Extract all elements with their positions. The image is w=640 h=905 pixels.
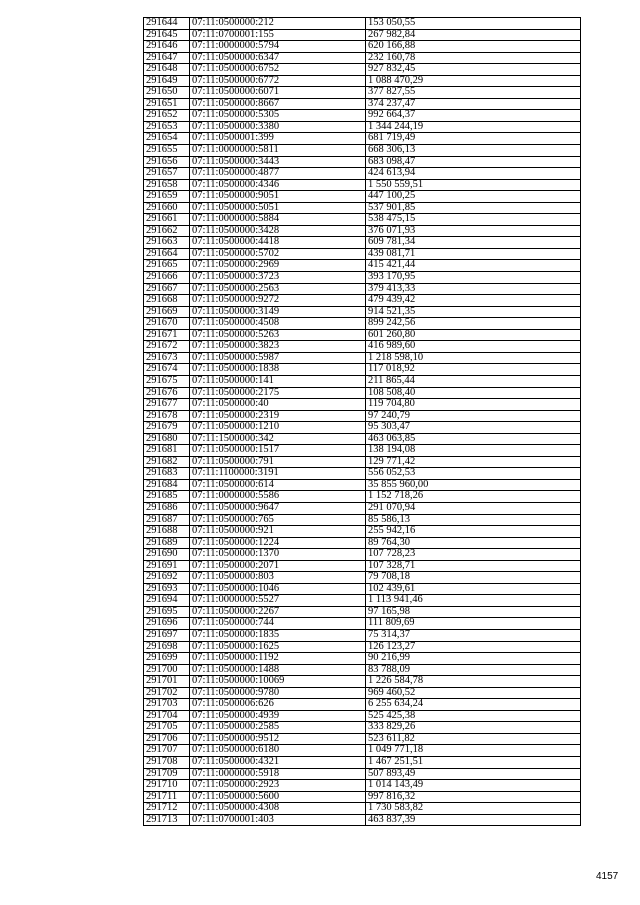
cadastral-number-cell: 07:11:0500000:5263 xyxy=(190,329,366,341)
row-number-cell: 291679 xyxy=(144,422,190,434)
table-row xyxy=(144,318,581,330)
row-number-cell: 291712 xyxy=(144,803,190,815)
table-row xyxy=(144,618,581,630)
row-number-cell: 291673 xyxy=(144,352,190,364)
cadastral-value-cell: 992 664,37 xyxy=(366,110,581,122)
cadastral-number-cell: 07:11:0500000:141 xyxy=(190,375,366,387)
cadastral-value-cell: 439 081,71 xyxy=(366,248,581,260)
cadastral-value-cell: 683 098,47 xyxy=(366,156,581,168)
cadastral-number-cell: 07:11:0000000:5794 xyxy=(190,41,366,53)
cadastral-number-cell: 07:11:0500000:2563 xyxy=(190,283,366,295)
row-number-cell: 291654 xyxy=(144,133,190,145)
cadastral-value-cell: 899 242,56 xyxy=(366,318,581,330)
cadastral-value-cell: 97 165,98 xyxy=(366,606,581,618)
cadastral-number-cell: 07:11:0500000:6752 xyxy=(190,64,366,76)
cadastral-number-cell: 07:11:0500000:2969 xyxy=(190,260,366,272)
cadastral-value-cell: 538 475,15 xyxy=(366,214,581,226)
cadastral-value-cell: 463 063,85 xyxy=(366,433,581,445)
cadastral-number-cell: 07:11:0000000:5884 xyxy=(190,214,366,226)
row-number-cell: 291691 xyxy=(144,560,190,572)
table-row xyxy=(144,191,581,203)
row-number-cell: 291687 xyxy=(144,514,190,526)
cadastral-value-cell: 969 460,52 xyxy=(366,687,581,699)
cadastral-number-cell: 07:11:0500000:2267 xyxy=(190,606,366,618)
row-number-cell: 291694 xyxy=(144,595,190,607)
table-row xyxy=(144,145,581,157)
row-number-cell: 291661 xyxy=(144,214,190,226)
cadastral-number-cell: 07:11:0500000:40 xyxy=(190,399,366,411)
cadastral-number-cell: 07:11:0500006:626 xyxy=(190,699,366,711)
cadastral-number-cell: 07:11:0500000:3443 xyxy=(190,156,366,168)
table-row xyxy=(144,433,581,445)
cadastral-number-cell: 07:11:0500000:4418 xyxy=(190,237,366,249)
cadastral-value-cell: 89 764,30 xyxy=(366,537,581,549)
cadastral-value-cell: 525 425,38 xyxy=(366,710,581,722)
cadastral-number-cell: 07:11:0500000:4939 xyxy=(190,710,366,722)
table-row xyxy=(144,156,581,168)
table-row xyxy=(144,214,581,226)
table-row xyxy=(144,445,581,457)
table-row xyxy=(144,18,581,30)
row-number-cell: 291669 xyxy=(144,306,190,318)
row-number-cell: 291690 xyxy=(144,549,190,561)
row-number-cell: 291657 xyxy=(144,168,190,180)
cadastral-number-cell: 07:11:0500000:2071 xyxy=(190,560,366,572)
cadastral-value-cell: 267 982,84 xyxy=(366,29,581,41)
row-number-cell: 291666 xyxy=(144,272,190,284)
cadastral-value-cell: 1 344 244,19 xyxy=(366,121,581,133)
cadastral-value-cell: 997 816,32 xyxy=(366,791,581,803)
row-number-cell: 291678 xyxy=(144,410,190,422)
cadastral-number-cell: 07:11:1500000:342 xyxy=(190,433,366,445)
table-row xyxy=(144,52,581,64)
table-row xyxy=(144,283,581,295)
cadastral-value-cell: 415 421,44 xyxy=(366,260,581,272)
cadastral-number-cell: 07:11:0500000:4346 xyxy=(190,179,366,191)
table-row xyxy=(144,202,581,214)
table-row xyxy=(144,168,581,180)
cadastral-number-cell: 07:11:0500000:921 xyxy=(190,526,366,538)
row-number-cell: 291707 xyxy=(144,745,190,757)
cadastral-number-cell: 07:11:0500000:6347 xyxy=(190,52,366,64)
cadastral-value-cell: 1 049 771,18 xyxy=(366,745,581,757)
table-row xyxy=(144,745,581,757)
cadastral-number-cell: 07:11:0000000:5527 xyxy=(190,595,366,607)
cadastral-number-cell: 07:11:0500000:1192 xyxy=(190,653,366,665)
row-number-cell: 291710 xyxy=(144,780,190,792)
cadastral-value-cell: 393 170,95 xyxy=(366,272,581,284)
row-number-cell: 291656 xyxy=(144,156,190,168)
cadastral-value-cell: 107 728,23 xyxy=(366,549,581,561)
table-row xyxy=(144,606,581,618)
page-number: 4157 xyxy=(596,871,619,882)
cadastral-number-cell: 07:11:0500000:2923 xyxy=(190,780,366,792)
cadastral-number-cell: 07:11:0500000:3428 xyxy=(190,225,366,237)
table-row xyxy=(144,456,581,468)
table-row xyxy=(144,514,581,526)
table-row xyxy=(144,64,581,76)
cadastral-value-cell: 374 237,47 xyxy=(366,98,581,110)
cadastral-value-cell: 255 942,16 xyxy=(366,526,581,538)
cadastral-value-cell: 1 550 559,51 xyxy=(366,179,581,191)
table-row xyxy=(144,549,581,561)
cadastral-number-cell: 07:11:0000000:5811 xyxy=(190,145,366,157)
cadastral-value-cell: 79 708,18 xyxy=(366,572,581,584)
row-number-cell: 291698 xyxy=(144,641,190,653)
cadastral-value-cell: 117 018,92 xyxy=(366,364,581,376)
cadastral-value-cell: 138 194,08 xyxy=(366,445,581,457)
table-row xyxy=(144,87,581,99)
cadastral-value-cell: 416 989,60 xyxy=(366,341,581,353)
row-number-cell: 291662 xyxy=(144,225,190,237)
cadastral-number-cell: 07:11:0500000:2319 xyxy=(190,410,366,422)
row-number-cell: 291675 xyxy=(144,375,190,387)
row-number-cell: 291700 xyxy=(144,664,190,676)
table-row xyxy=(144,629,581,641)
cadastral-value-cell: 291 070,94 xyxy=(366,502,581,514)
cadastral-value-cell: 1 088 470,29 xyxy=(366,75,581,87)
table-row xyxy=(144,572,581,584)
row-number-cell: 291676 xyxy=(144,387,190,399)
cadastral-number-cell: 07:11:0500000:4877 xyxy=(190,168,366,180)
table-row xyxy=(144,295,581,307)
table-row xyxy=(144,98,581,110)
cadastral-value-cell: 111 809,69 xyxy=(366,618,581,630)
cadastral-value-cell: 447 100,25 xyxy=(366,191,581,203)
cadastral-value-cell: 90 216,99 xyxy=(366,653,581,665)
table-row xyxy=(144,375,581,387)
cadastral-value-cell: 1 226 584,78 xyxy=(366,676,581,688)
row-number-cell: 291665 xyxy=(144,260,190,272)
cadastral-value-cell: 232 160,78 xyxy=(366,52,581,64)
cadastral-number-cell: 07:11:0500000:1488 xyxy=(190,664,366,676)
row-number-cell: 291711 xyxy=(144,791,190,803)
table-row xyxy=(144,722,581,734)
cadastral-number-cell: 07:11:0500000:4308 xyxy=(190,803,366,815)
table-row xyxy=(144,75,581,87)
cadastral-number-cell: 07:11:0000000:5586 xyxy=(190,491,366,503)
table-row xyxy=(144,757,581,769)
cadastral-number-cell: 07:11:0500000:9512 xyxy=(190,733,366,745)
table-row xyxy=(144,560,581,572)
cadastral-value-cell: 379 413,33 xyxy=(366,283,581,295)
row-number-cell: 291701 xyxy=(144,676,190,688)
row-number-cell: 291702 xyxy=(144,687,190,699)
cadastral-value-cell: 119 704,80 xyxy=(366,399,581,411)
table-row xyxy=(144,676,581,688)
cadastral-number-cell: 07:11:0500000:9780 xyxy=(190,687,366,699)
cadastral-value-cell: 681 719,49 xyxy=(366,133,581,145)
cadastral-value-cell: 1 467 251,51 xyxy=(366,757,581,769)
table-row xyxy=(144,537,581,549)
row-number-cell: 291672 xyxy=(144,341,190,353)
cadastral-value-cell: 102 439,61 xyxy=(366,583,581,595)
cadastral-number-cell: 07:11:0500000:5702 xyxy=(190,248,366,260)
cadastral-number-cell: 07:11:0500000:4508 xyxy=(190,318,366,330)
cadastral-number-cell: 07:11:0500000:10069 xyxy=(190,676,366,688)
row-number-cell: 291705 xyxy=(144,722,190,734)
cadastral-number-cell: 07:11:0500000:8667 xyxy=(190,98,366,110)
cadastral-number-cell: 07:11:0500000:5987 xyxy=(190,352,366,364)
table-row xyxy=(144,260,581,272)
table-row xyxy=(144,502,581,514)
cadastral-value-cell: 1 152 718,26 xyxy=(366,491,581,503)
row-number-cell: 291671 xyxy=(144,329,190,341)
row-number-cell: 291684 xyxy=(144,479,190,491)
cadastral-value-cell: 479 439,42 xyxy=(366,295,581,307)
cadastral-value-cell: 153 050,55 xyxy=(366,18,581,30)
cadastral-number-cell: 07:11:0500000:1224 xyxy=(190,537,366,549)
table-row xyxy=(144,272,581,284)
row-number-cell: 291686 xyxy=(144,502,190,514)
cadastral-number-cell: 07:11:0500000:791 xyxy=(190,456,366,468)
table-row xyxy=(144,699,581,711)
table-row xyxy=(144,595,581,607)
table-row xyxy=(144,237,581,249)
row-number-cell: 291663 xyxy=(144,237,190,249)
row-number-cell: 291668 xyxy=(144,295,190,307)
row-number-cell: 291658 xyxy=(144,179,190,191)
cadastral-number-cell: 07:11:0500000:1838 xyxy=(190,364,366,376)
cadastral-number-cell: 07:11:0500000:765 xyxy=(190,514,366,526)
row-number-cell: 291697 xyxy=(144,629,190,641)
registry-table xyxy=(143,17,581,826)
cadastral-number-cell: 07:11:0700001:403 xyxy=(190,814,366,826)
row-number-cell: 291664 xyxy=(144,248,190,260)
cadastral-number-cell: 07:11:0500000:9272 xyxy=(190,295,366,307)
table-row xyxy=(144,306,581,318)
table-row xyxy=(144,352,581,364)
row-number-cell: 291704 xyxy=(144,710,190,722)
table-row xyxy=(144,768,581,780)
row-number-cell: 291649 xyxy=(144,75,190,87)
cadastral-number-cell: 07:11:0500000:5305 xyxy=(190,110,366,122)
table-row xyxy=(144,248,581,260)
cadastral-number-cell: 07:11:0500000:6772 xyxy=(190,75,366,87)
cadastral-value-cell: 609 781,34 xyxy=(366,237,581,249)
row-number-cell: 291680 xyxy=(144,433,190,445)
cadastral-number-cell: 07:11:0500000:2585 xyxy=(190,722,366,734)
cadastral-value-cell: 211 865,44 xyxy=(366,375,581,387)
cadastral-number-cell: 07:11:0000000:5918 xyxy=(190,768,366,780)
cadastral-number-cell: 07:11:0500000:1835 xyxy=(190,629,366,641)
cadastral-value-cell: 601 260,80 xyxy=(366,329,581,341)
row-number-cell: 291693 xyxy=(144,583,190,595)
row-number-cell: 291703 xyxy=(144,699,190,711)
row-number-cell: 291652 xyxy=(144,110,190,122)
cadastral-number-cell: 07:11:0500000:6071 xyxy=(190,87,366,99)
cadastral-number-cell: 07:11:0500000:1625 xyxy=(190,641,366,653)
cadastral-value-cell: 1 218 598,10 xyxy=(366,352,581,364)
row-number-cell: 291647 xyxy=(144,52,190,64)
cadastral-number-cell: 07:11:0500000:9647 xyxy=(190,502,366,514)
cadastral-number-cell: 07:11:0500000:6180 xyxy=(190,745,366,757)
table-row xyxy=(144,526,581,538)
table-row xyxy=(144,491,581,503)
row-number-cell: 291688 xyxy=(144,526,190,538)
cadastral-value-cell: 1 730 583,82 xyxy=(366,803,581,815)
row-number-cell: 291674 xyxy=(144,364,190,376)
cadastral-number-cell: 07:11:0700001:155 xyxy=(190,29,366,41)
cadastral-value-cell: 668 306,13 xyxy=(366,145,581,157)
cadastral-value-cell: 556 052,53 xyxy=(366,468,581,480)
cadastral-number-cell: 07:11:0500000:744 xyxy=(190,618,366,630)
cadastral-number-cell: 07:11:0500000:1210 xyxy=(190,422,366,434)
row-number-cell: 291650 xyxy=(144,87,190,99)
row-number-cell: 291689 xyxy=(144,537,190,549)
row-number-cell: 291713 xyxy=(144,814,190,826)
table-row xyxy=(144,653,581,665)
table-row xyxy=(144,410,581,422)
table-row xyxy=(144,814,581,826)
cadastral-value-cell: 35 855 960,00 xyxy=(366,479,581,491)
row-number-cell: 291651 xyxy=(144,98,190,110)
cadastral-number-cell: 07:11:0500000:5600 xyxy=(190,791,366,803)
table-row xyxy=(144,780,581,792)
row-number-cell: 291709 xyxy=(144,768,190,780)
row-number-cell: 291692 xyxy=(144,572,190,584)
row-number-cell: 291659 xyxy=(144,191,190,203)
table-row xyxy=(144,133,581,145)
row-number-cell: 291667 xyxy=(144,283,190,295)
table-row xyxy=(144,387,581,399)
row-number-cell: 291708 xyxy=(144,757,190,769)
row-number-cell: 291648 xyxy=(144,64,190,76)
row-number-cell: 291677 xyxy=(144,399,190,411)
row-number-cell: 291695 xyxy=(144,606,190,618)
cadastral-number-cell: 07:11:0500000:4321 xyxy=(190,757,366,769)
table-row xyxy=(144,687,581,699)
table-row xyxy=(144,664,581,676)
registry-table-body xyxy=(144,18,581,826)
table-row xyxy=(144,399,581,411)
cadastral-number-cell: 07:11:0500000:3380 xyxy=(190,121,366,133)
row-number-cell: 291683 xyxy=(144,468,190,480)
row-number-cell: 291645 xyxy=(144,29,190,41)
table-row xyxy=(144,121,581,133)
cadastral-value-cell: 126 123,27 xyxy=(366,641,581,653)
row-number-cell: 291644 xyxy=(144,18,190,30)
cadastral-number-cell: 07:11:0500000:2175 xyxy=(190,387,366,399)
table-row xyxy=(144,641,581,653)
cadastral-value-cell: 507 893,49 xyxy=(366,768,581,780)
cadastral-value-cell: 95 303,47 xyxy=(366,422,581,434)
cadastral-value-cell: 424 613,94 xyxy=(366,168,581,180)
table-row xyxy=(144,41,581,53)
cadastral-number-cell: 07:11:0500000:3149 xyxy=(190,306,366,318)
cadastral-value-cell: 97 240,79 xyxy=(366,410,581,422)
cadastral-number-cell: 07:11:0500000:1517 xyxy=(190,445,366,457)
table-row xyxy=(144,710,581,722)
table-row xyxy=(144,225,581,237)
table-row xyxy=(144,803,581,815)
cadastral-value-cell: 83 788,09 xyxy=(366,664,581,676)
row-number-cell: 291646 xyxy=(144,41,190,53)
row-number-cell: 291660 xyxy=(144,202,190,214)
cadastral-number-cell: 07:11:0500000:3823 xyxy=(190,341,366,353)
cadastral-value-cell: 333 829,26 xyxy=(366,722,581,734)
row-number-cell: 291653 xyxy=(144,121,190,133)
cadastral-value-cell: 6 255 634,24 xyxy=(366,699,581,711)
row-number-cell: 291696 xyxy=(144,618,190,630)
table-row xyxy=(144,468,581,480)
table-row xyxy=(144,479,581,491)
row-number-cell: 291682 xyxy=(144,456,190,468)
cadastral-value-cell: 523 611,82 xyxy=(366,733,581,745)
table-row xyxy=(144,422,581,434)
row-number-cell: 291670 xyxy=(144,318,190,330)
cadastral-value-cell: 463 837,39 xyxy=(366,814,581,826)
table-row xyxy=(144,341,581,353)
cadastral-value-cell: 1 014 143,49 xyxy=(366,780,581,792)
cadastral-number-cell: 07:11:0500000:5051 xyxy=(190,202,366,214)
row-number-cell: 291685 xyxy=(144,491,190,503)
cadastral-value-cell: 85 586,13 xyxy=(366,514,581,526)
cadastral-value-cell: 914 521,35 xyxy=(366,306,581,318)
table-row xyxy=(144,329,581,341)
table-row xyxy=(144,29,581,41)
row-number-cell: 291655 xyxy=(144,145,190,157)
cadastral-number-cell: 07:11:0500000:9051 xyxy=(190,191,366,203)
row-number-cell: 291681 xyxy=(144,445,190,457)
table-row xyxy=(144,110,581,122)
cadastral-number-cell: 07:11:0500000:212 xyxy=(190,18,366,30)
cadastral-value-cell: 377 827,55 xyxy=(366,87,581,99)
row-number-cell: 291699 xyxy=(144,653,190,665)
table-row xyxy=(144,364,581,376)
cadastral-number-cell: 07:11:1100000:3191 xyxy=(190,468,366,480)
table-row xyxy=(144,179,581,191)
cadastral-value-cell: 75 314,37 xyxy=(366,629,581,641)
cadastral-value-cell: 537 901,85 xyxy=(366,202,581,214)
table-row xyxy=(144,583,581,595)
cadastral-value-cell: 620 166,88 xyxy=(366,41,581,53)
row-number-cell: 291706 xyxy=(144,733,190,745)
table-row xyxy=(144,733,581,745)
cadastral-value-cell: 108 508,40 xyxy=(366,387,581,399)
cadastral-number-cell: 07:11:0500000:1370 xyxy=(190,549,366,561)
cadastral-value-cell: 107 328,71 xyxy=(366,560,581,572)
cadastral-number-cell: 07:11:0500000:803 xyxy=(190,572,366,584)
cadastral-number-cell: 07:11:0500000:3723 xyxy=(190,272,366,284)
cadastral-number-cell: 07:11:0500001:399 xyxy=(190,133,366,145)
cadastral-value-cell: 927 832,45 xyxy=(366,64,581,76)
cadastral-number-cell: 07:11:0500000:1046 xyxy=(190,583,366,595)
cadastral-number-cell: 07:11:0500000:614 xyxy=(190,479,366,491)
table-row xyxy=(144,791,581,803)
cadastral-value-cell: 1 113 941,46 xyxy=(366,595,581,607)
cadastral-value-cell: 129 771,42 xyxy=(366,456,581,468)
cadastral-value-cell: 376 071,93 xyxy=(366,225,581,237)
